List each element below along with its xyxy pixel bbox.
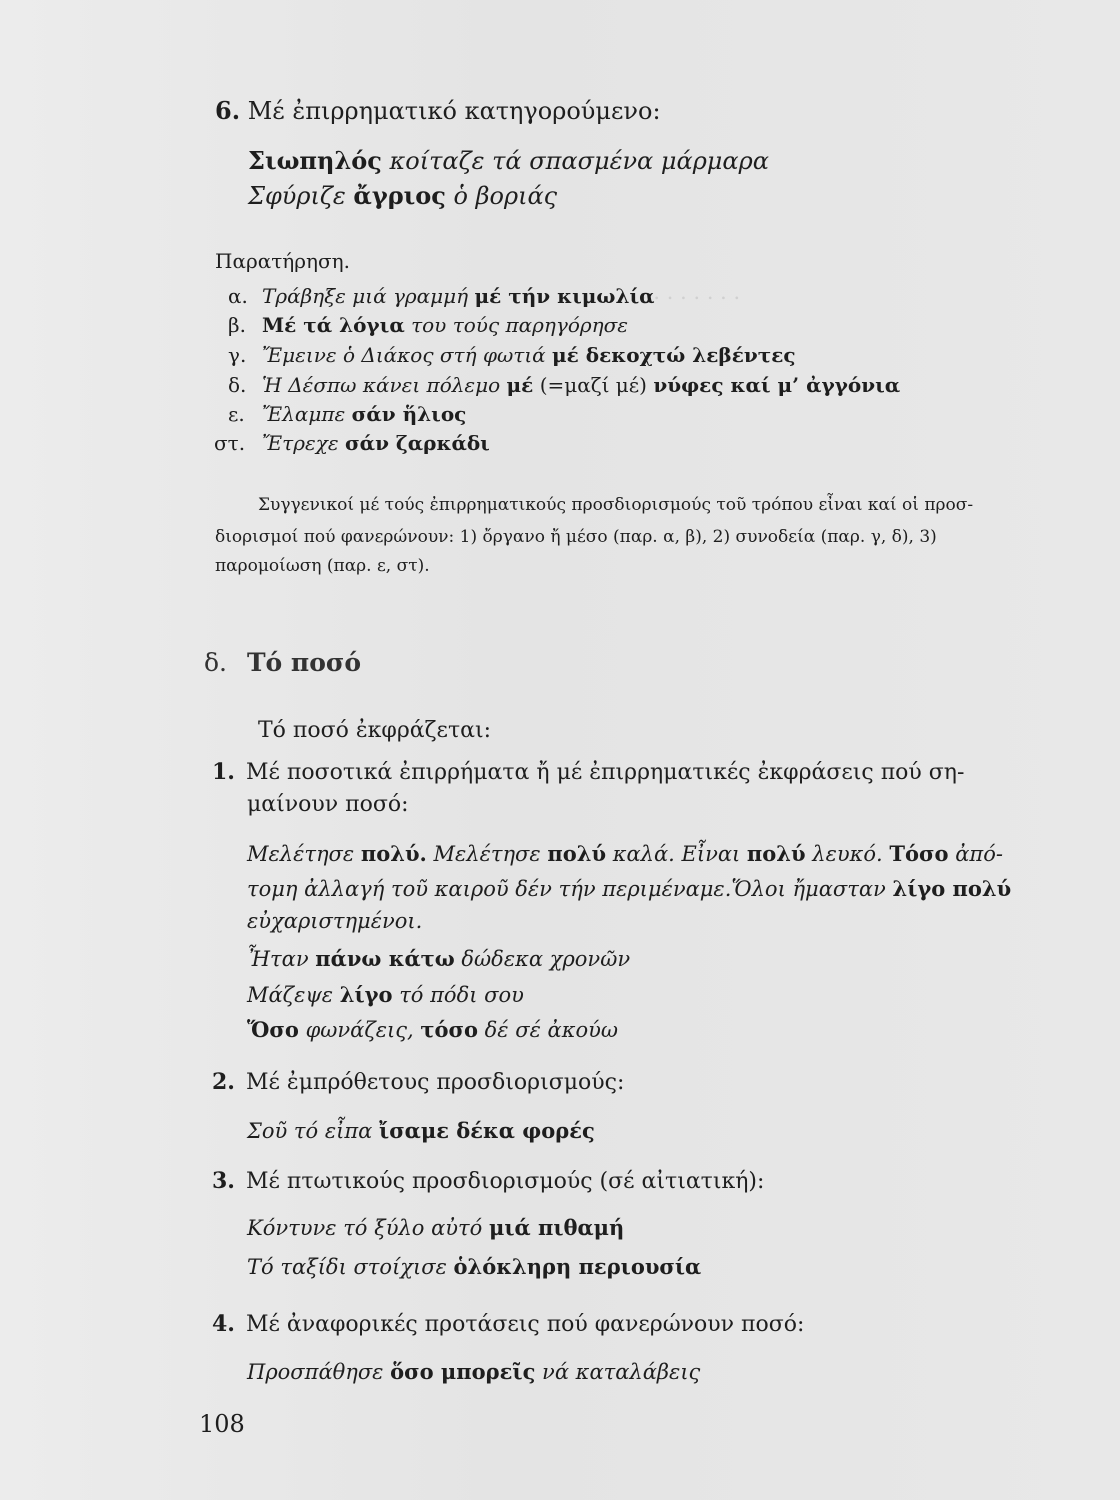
emph: Τόσο (889, 841, 949, 866)
text: Μέ πτωτικούς προσδιορισμούς (σέ αἰτιατική): (246, 1169, 765, 1194)
text: Ἔτρεχε (262, 431, 345, 455)
item-1-example-line-5 (247, 982, 524, 1007)
item-1-example-line-2 (247, 876, 1011, 901)
text: Ἡ Δέσπω κάνει πόλεμο (262, 373, 507, 397)
item-1-example-line-4 (247, 946, 630, 971)
item-3-line (212, 1168, 764, 1194)
text: Μελέτησε (426, 842, 548, 866)
item-2-line (212, 1069, 624, 1095)
text: Τό ταξίδι στοίχισε (247, 1255, 454, 1279)
page-number: 108 (199, 1410, 245, 1438)
item-1-line-1 (212, 759, 964, 785)
text: τομη ἀλλαγή τοῦ καιροῦ δέν τήν περιμέναμε.Ὅλοι ἤμασταν (247, 877, 893, 901)
emph: ὁλόκληρη περιουσία (453, 1254, 702, 1279)
emph: λίγο (339, 982, 393, 1007)
item-label: β. (228, 313, 246, 337)
text: ἀπό- (948, 842, 1003, 866)
text: Ἦταν (247, 947, 316, 971)
text: Μελέτησε (247, 842, 361, 866)
item-1-example-line-1 (247, 841, 1003, 866)
text: Κόντυνε τό ξύλο αὐτό (247, 1216, 489, 1240)
section-d-label: δ. (204, 648, 227, 677)
item-4-line (212, 1311, 804, 1337)
text: καλά. Εἶναι (606, 842, 747, 866)
text: Τράβηξε μιά γραμμή (262, 284, 475, 308)
text: Μέ ἐμπρόθετους προσδιορισμούς: (246, 1070, 625, 1095)
note-item-e (228, 402, 466, 426)
section-6-example-1 (248, 146, 769, 175)
note-item-d (228, 373, 900, 397)
text: Σοῦ τό εἶπα (247, 1119, 380, 1143)
item-2-example (247, 1118, 595, 1143)
note-item-st (214, 431, 490, 455)
note-item-b (228, 313, 628, 337)
section-d-intro: Τό ποσό ἐκφράζεται: (258, 718, 492, 743)
note-paragraph-line-3: παρομοίωση (παρ. ε, στ). (215, 556, 430, 576)
text: λευκό. (805, 842, 890, 866)
note-paragraph-line-1: Συγγενικοί μέ τούς ἐπιρρηματικούς προσδιορισμούς τοῦ τρόπου εἶναι καί οἱ προσ- (258, 495, 974, 515)
emph: νύφες καί μ’ ἀγγόνια (653, 373, 901, 397)
emph: μέ (506, 373, 534, 397)
note-paragraph-line-2: διορισμοί πού φανερώνουν: 1) ὄργανο ἤ μέσο (παρ. α, β), 2) συνοδεία (παρ. γ, δ), 3) (215, 527, 937, 547)
text: δέ σέ ἀκούω (477, 1018, 619, 1042)
section-6-heading-text: Μέ ἐπιρρηματικό κατηγορούμενο: (247, 97, 661, 125)
emph: Μέ τά λόγια (262, 313, 405, 337)
item-number: 2. (212, 1069, 235, 1095)
emph: λίγο πολύ (892, 876, 1012, 901)
item-label: στ. (214, 431, 246, 455)
item-label: ε. (228, 402, 245, 426)
section-6-number: 6. (215, 96, 241, 125)
text: νά καταλάβεις (535, 1360, 701, 1384)
emph: μέ τήν κιμωλία (474, 284, 655, 308)
text: τό πόδι σου (392, 983, 524, 1007)
note-item-c (228, 343, 796, 367)
text: Μέ ποσοτικά ἐπιρρήματα ἤ μέ ἐπιρρηματικές ἐκφράσεις πού ση- (246, 760, 965, 785)
section-d-heading (204, 648, 361, 677)
section-6-example-2 (248, 181, 557, 210)
text: Προσπάθησε (247, 1360, 391, 1384)
text: δώδεκα χρονῶν (454, 947, 631, 971)
section-6-heading (215, 96, 661, 125)
text: Ἔλαμπε (262, 402, 352, 426)
item-4-example (247, 1359, 700, 1384)
bleed-through-text: . . . . . . . . (640, 280, 741, 304)
text: κοίταζε τά σπασμένα μάρμαρα (381, 147, 769, 175)
emph: πολύ (746, 841, 806, 866)
note-item-a (228, 284, 655, 308)
emph: πολύ. (360, 841, 427, 866)
item-3-example-1 (247, 1215, 624, 1240)
note-title: Παρατήρηση. (215, 249, 350, 273)
emph: Σιωπηλός (248, 146, 382, 175)
text: Σφύριζε (248, 182, 354, 210)
emph: πάνω κάτω (315, 946, 455, 971)
item-number: 4. (212, 1311, 235, 1337)
item-1-example-line-6 (247, 1017, 618, 1042)
text: ὁ βοριάς (445, 182, 558, 210)
emph: ὅσο μπορεῖς (390, 1359, 536, 1384)
emph: Ὅσο (247, 1017, 299, 1042)
emph: ἄγριος (353, 181, 446, 210)
emph: τόσο (420, 1017, 478, 1042)
item-number: 3. (212, 1168, 235, 1194)
emph: σάν ἥλιος (351, 402, 467, 426)
item-1-example-line-3: εὐχαριστημένοι. (247, 909, 423, 933)
item-label: δ. (228, 373, 247, 397)
text: Μάζεψε (247, 983, 340, 1007)
text: (=μαζί μέ) (533, 373, 654, 397)
emph: σάν ζαρκάδι (344, 431, 490, 455)
item-number: 1. (212, 759, 235, 785)
emph: μιά πιθαμή (488, 1215, 625, 1240)
emph: πολύ (547, 841, 607, 866)
text: Μέ ἀναφορικές προτάσεις πού φανερώνουν ποσό: (246, 1312, 805, 1337)
emph: μέ δεκοχτώ λεβέντες (552, 343, 796, 367)
item-label: α. (228, 284, 248, 308)
text: φωνάζεις, (298, 1018, 421, 1042)
text: Ἔμεινε ὁ Διάκος στή φωτιά (262, 343, 553, 367)
item-3-example-2 (247, 1254, 701, 1279)
section-d-title: Τό ποσό (246, 648, 362, 677)
item-1-line-2: μαίνουν ποσό: (247, 792, 409, 817)
emph: ἴσαμε δέκα φορές (379, 1118, 595, 1143)
item-label: γ. (228, 343, 247, 367)
text: του τούς παρηγόρησε (404, 313, 629, 337)
